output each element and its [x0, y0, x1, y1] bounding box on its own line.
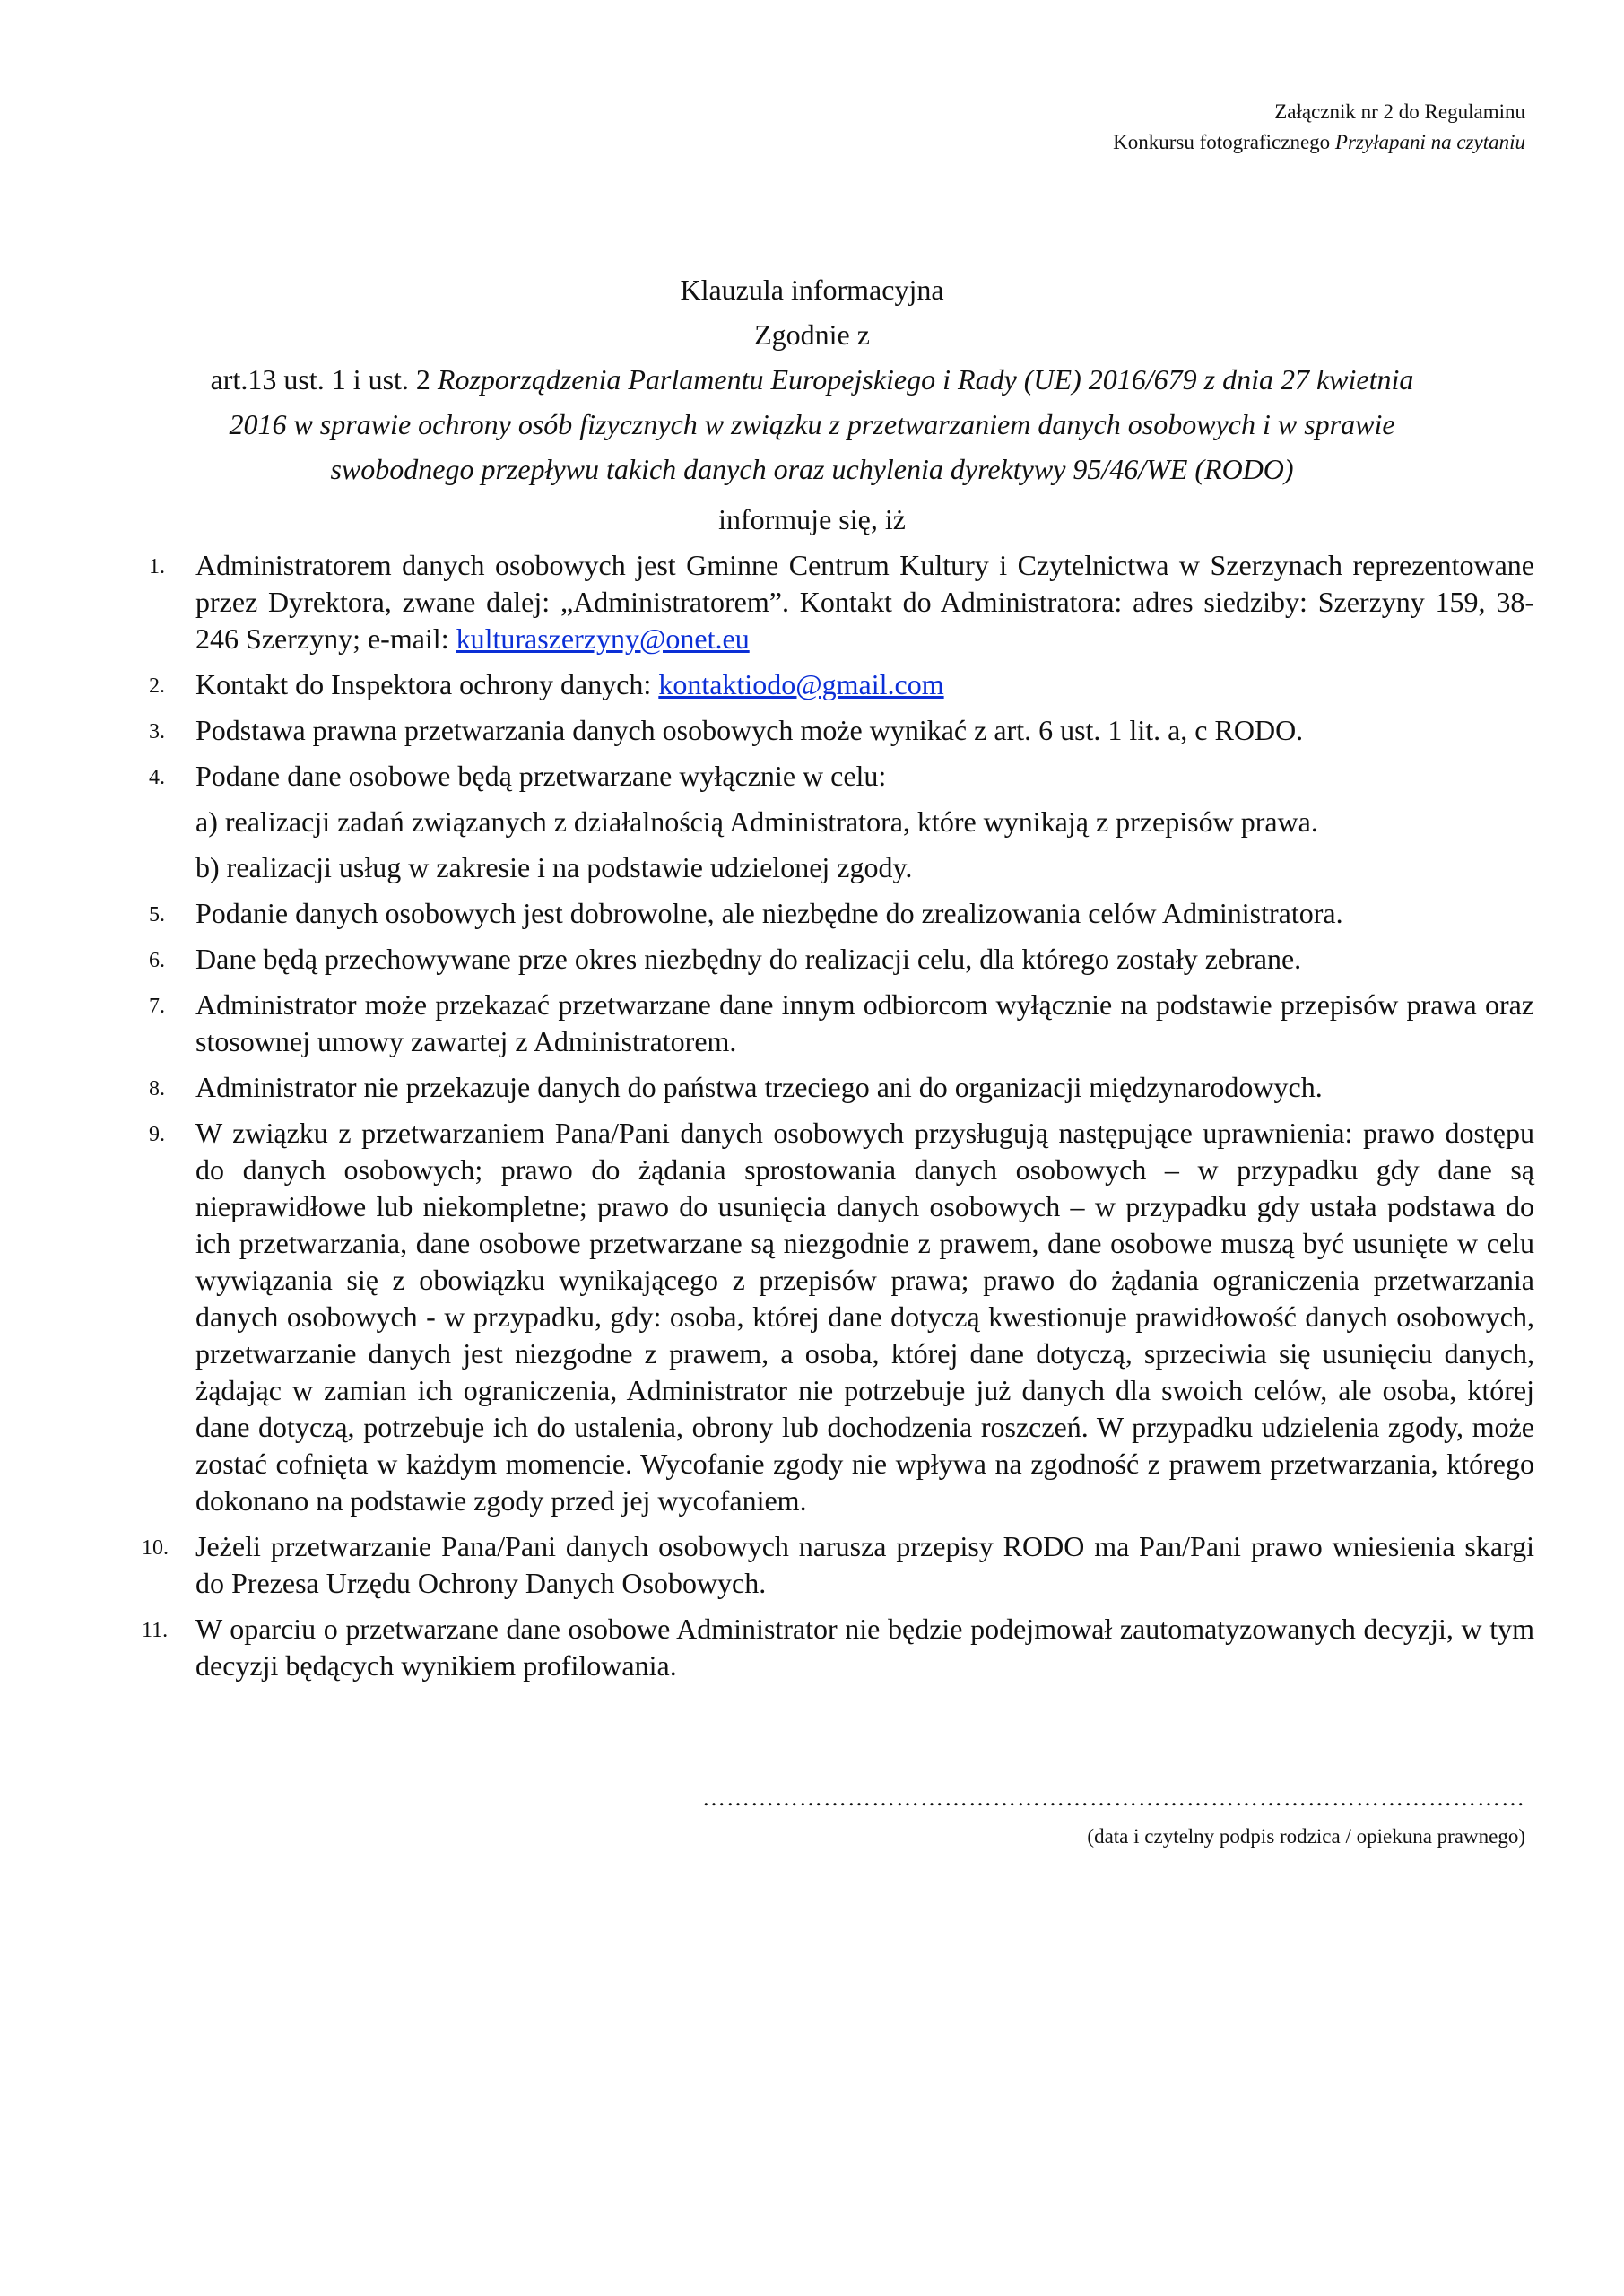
legal-basis-prefix: art.13 ust. 1 i ust. 2	[210, 363, 438, 396]
list-item	[149, 712, 1534, 749]
list-item	[149, 1115, 1534, 1519]
signature-caption: (data i czytelny podpis rodzica / opiekuna prawnego)	[1087, 1825, 1525, 1848]
list-item	[149, 895, 1534, 932]
list-item-text: Podanie danych osobowych jest dobrowolne, ale niezbędne do zrealizowania celów Administratora.	[195, 897, 1343, 929]
list-item-text: Podane dane osobowe będą przetwarzane wyłącznie w celu:	[195, 760, 887, 792]
list-item-text: W oparciu o przetwarzane dane osobowe Administrator nie będzie podejmował zautomatyzowanych decyzji, w tym decyzji będących wynikiem profilowania.	[195, 1613, 1534, 1682]
list-item-number: 10.	[142, 1536, 169, 1560]
attachment-note-line2-prefix: Konkursu fotograficznego	[1113, 131, 1335, 153]
list-item	[149, 941, 1534, 978]
legal-basis-line2: 2016 w sprawie ochrony osób fizycznych w związku z przetwarzaniem danych osobowych i w sprawie	[229, 408, 1395, 440]
list-item-text: Podstawa prawna przetwarzania danych osobowych może wynikać z art. 6 ust. 1 lit. a, c RODO.	[195, 714, 1304, 746]
attachment-note-line1: Załącznik nr 2 do Regulaminu	[1274, 100, 1525, 123]
list-item-number: 11.	[142, 1619, 169, 1642]
list-subitem-b: b) realizacji usług w zakresie i na podstawie udzielonej zgody.	[195, 851, 913, 883]
document-title: Klauzula informacyjna	[680, 274, 944, 306]
list-item-number: 9.	[149, 1123, 165, 1146]
list-item	[142, 1611, 1534, 1684]
clause-list	[142, 547, 1534, 1693]
list-item-text: W związku z przetwarzaniem Pana/Pani danych osobowych przysługują następujące uprawnienia: prawo dostępu do danych osobowych; prawo do żądania sprostowania danych osobowych – w przypadku gdy dane są nieprawidłowe lub niekompletne; prawo do usunięcia danych osobowych – w przypadku gdy ustała podstawa do ich przetwarzania, dane osobowe przetwarzane są niezgodnie z prawem, dane osobowe muszą być usunięte w celu wywiązania się z obowiązku wynikającego z przepisów prawa; prawo do żądania ograniczenia przetwarzania danych osobowych - w przypadku, gdy: osoba, której dane dotyczą kwestionuje prawidłowość danych osobowych, przetwarzanie danych jest niezgodne z prawem, a osoba, której dane dotyczą, sprzeciwia się usunięciu danych, żądając w zamian ich ograniczenia, Administrator nie potrzebuje już danych dla swoich celów, ale osoba, której dane dotyczą, potrzebuje ich do ustalenia, obrony lub dochodzenia roszczeń. W przypadku udzielenia zgody, może zostać cofnięta w każdym momencie. Wycofanie zgody nie wpływa na zgodność z prawem przetwarzania, którego dokonano na podstawie zgody przed jej wycofaniem.	[195, 1117, 1534, 1517]
document-subtitle: Zgodnie z	[754, 318, 870, 351]
list-item-text: Jeżeli przetwarzanie Pana/Pani danych osobowych narusza przepisy RODO ma Pan/Pani prawo wniesienia skargi do Prezesa Urzędu Ochrony Danych Osobowych.	[195, 1530, 1534, 1599]
list-item	[149, 547, 1534, 657]
list-item-text: Administrator nie przekazuje danych do państwa trzeciego ani do organizacji międzynarodowych.	[195, 1071, 1323, 1103]
signature-block	[360, 1783, 1525, 1851]
attachment-note-line2	[1113, 127, 1525, 158]
list-subitem-a: a) realizacji zadań związanych z działalnością Administratora, które wynikają z przepisów prawa.	[195, 805, 1318, 838]
legal-basis-line1	[72, 357, 1552, 402]
list-item	[149, 758, 1534, 886]
list-item-number: 7.	[149, 995, 165, 1018]
contest-name: Przyłapani na czytaniu	[1334, 131, 1525, 153]
list-item-text: Dane będą przechowywane prze okres niezbędny do realizacji celu, dla którego zostały zebrane.	[195, 943, 1302, 975]
attachment-note	[1113, 97, 1525, 158]
list-item	[149, 666, 1534, 703]
list-item-number: 2.	[149, 674, 165, 698]
legal-basis-line3: swobodnego przepływu takich danych oraz uchylenia dyrektywy 95/46/WE (RODO)	[330, 453, 1294, 485]
list-item-text: Administrator może przekazać przetwarzane dane innym odbiorcom wyłącznie na podstawie przepisów prawa oraz stosownej umowy zawartej z Administratorem.	[195, 988, 1534, 1057]
list-item-number: 4.	[149, 766, 165, 789]
document-title-block	[72, 267, 1552, 542]
list-item-text: Administratorem danych osobowych jest Gminne Centrum Kultury i Czytelnictwa w Szerzynach reprezentowane przez Dyrektora, zwane dalej: „Administratorem”. Kontakt do Administratora: adres siedziby: Szerzyny 159, 38-246 Szerzyny; e-mail:	[195, 549, 1534, 655]
list-item-number: 8.	[149, 1077, 165, 1100]
informs-that: informuje się, iż	[718, 503, 906, 535]
signature-line: …………………………………………………………………………………………	[702, 1785, 1525, 1811]
list-item-number: 3.	[149, 720, 165, 744]
list-item	[149, 1069, 1534, 1106]
list-item-number: 1.	[149, 555, 165, 578]
iod-email-link[interactable]: kontaktiodo@gmail.com	[658, 668, 944, 700]
list-item-number: 6.	[149, 949, 165, 972]
list-item-number: 5.	[149, 903, 165, 926]
legal-basis-italic-1: Rozporządzenia Parlamentu Europejskiego i Rady (UE) 2016/679 z dnia 27 kwietnia	[437, 363, 1414, 396]
list-item-text: Kontakt do Inspektora ochrony danych:	[195, 668, 659, 700]
list-item	[142, 1528, 1534, 1602]
list-item	[149, 987, 1534, 1060]
admin-email-link[interactable]: kulturaszerzyny@onet.eu	[456, 622, 750, 655]
